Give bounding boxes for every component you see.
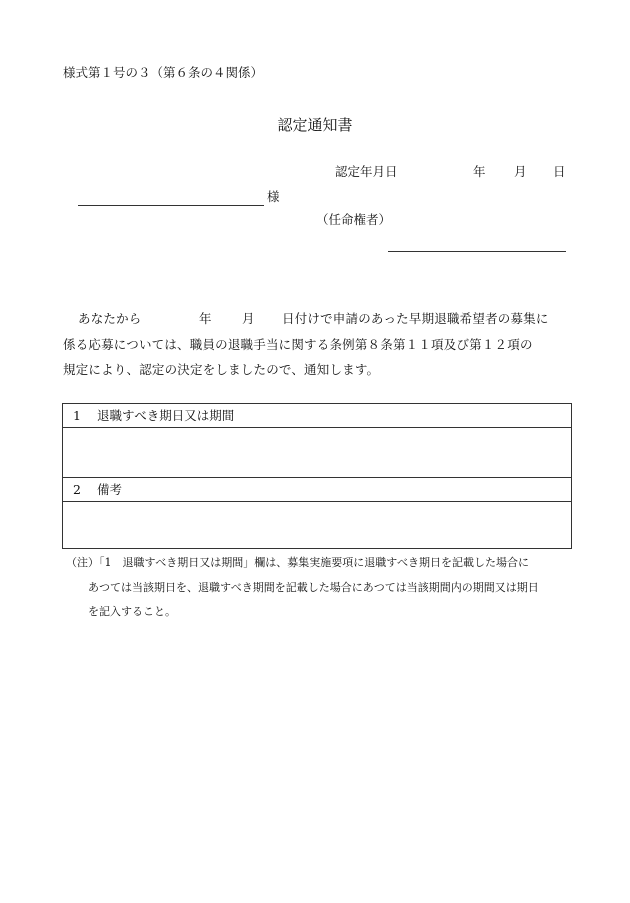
item-number: 1 xyxy=(73,408,81,423)
date-day-label: 日 xyxy=(553,164,566,179)
date-month-label: 月 xyxy=(514,164,527,179)
items-table xyxy=(62,403,572,549)
note-line-2: あつては当該期日を、退職すべき期間を記載した場合にあつては当該期間内の期間又は期日 xyxy=(88,581,539,594)
body-year-label: 年 xyxy=(199,311,212,326)
note-line-3: を記入すること。 xyxy=(88,605,176,618)
table-row-header-retirement-date xyxy=(63,404,571,428)
certification-date-label: 認定年月日 xyxy=(335,164,398,179)
body-line1-rest: 日付けで申請のあった早期退職希望者の募集に xyxy=(282,311,549,326)
recipient-honorific: 様 xyxy=(267,189,280,204)
appointer-name-line xyxy=(388,251,566,252)
remarks-field[interactable] xyxy=(63,502,571,548)
item-label: 備考 xyxy=(97,482,123,497)
item-number: 2 xyxy=(73,482,81,497)
note-line-1: （注）「1 退職すべき期日又は期間」欄は、募集実施要項に退職すべき期日を記載した場合に xyxy=(66,556,530,569)
retirement-date-field[interactable] xyxy=(63,428,571,478)
body-paragraph-line-2: 係る応募については、職員の退職手当に関する条例第８条第１１項及び第１２項の xyxy=(63,337,533,352)
date-year-label: 年 xyxy=(473,164,486,179)
body-month-label: 月 xyxy=(242,311,255,326)
table-row-header-remarks xyxy=(63,478,571,502)
recipient-name-line xyxy=(78,205,264,206)
item-label: 退職すべき期日又は期間 xyxy=(97,408,235,423)
body-intro: あなたから xyxy=(78,311,142,326)
body-paragraph-line-3: 規定により、認定の決定をしましたので、通知します。 xyxy=(63,362,380,377)
document-title: 認定通知書 xyxy=(277,116,353,134)
form-number: 様式第１号の３（第６条の４関係） xyxy=(63,65,264,80)
appointer-label: （任命権者） xyxy=(316,212,392,227)
